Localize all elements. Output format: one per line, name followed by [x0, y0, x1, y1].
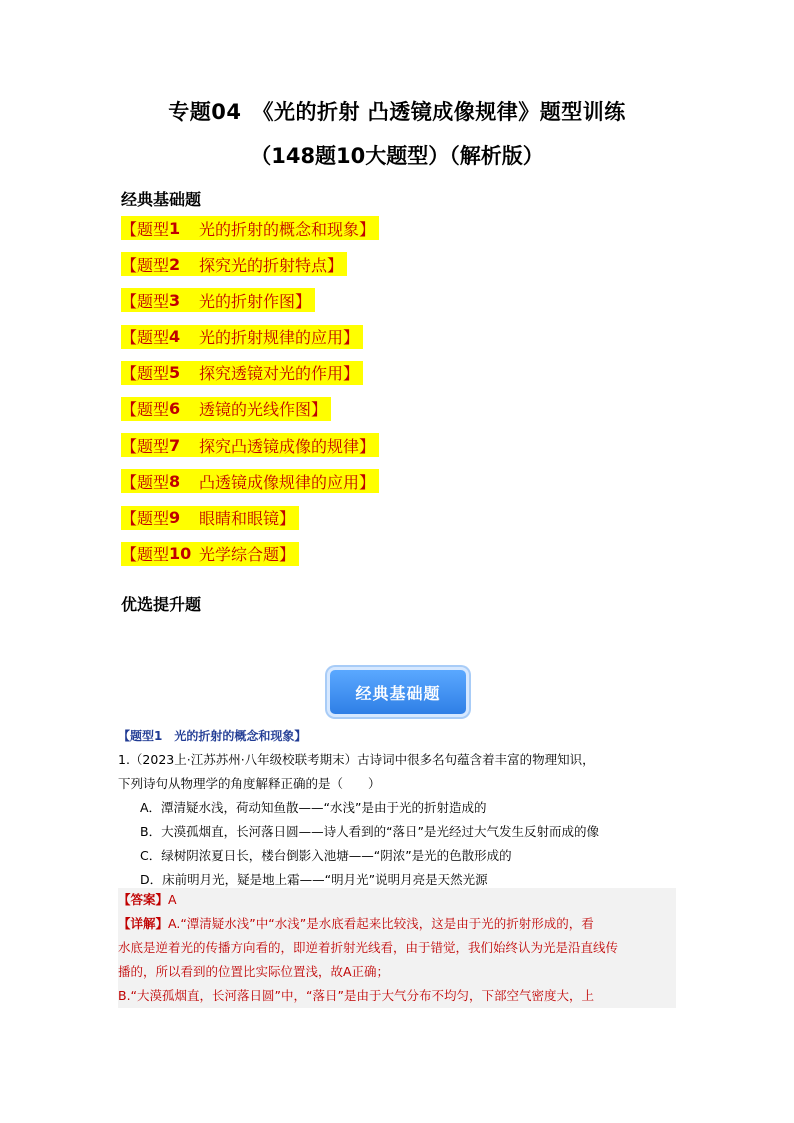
- banner-label: 经典基础题: [355, 683, 441, 703]
- toc-highlight: [121, 542, 299, 566]
- toc-bracket: 【题型: [121, 436, 170, 456]
- toc-number: 1: [169, 218, 181, 238]
- toc-number: 2: [169, 254, 181, 274]
- toc-title: 光学综合题】: [199, 545, 296, 565]
- toc-title: 眼睛和眼镜】: [199, 509, 296, 528]
- toc-title: 凸透镜成像规律的应用】: [199, 472, 376, 492]
- toc-number: 10: [169, 544, 192, 564]
- section-banner: [330, 670, 466, 714]
- detail-line-2: 水底是逆着光的传播方向看的，即逆着折射光线看，由于错觉，我们始终认为光是沿直线传: [118, 940, 619, 955]
- toc-title: 光的折射作图】: [199, 291, 312, 311]
- toc-number: 4: [169, 327, 181, 347]
- toc-bracket: 【题型: [121, 364, 170, 384]
- toc-title: 探究光的折射特点】: [199, 255, 344, 275]
- toc-item-1[interactable]: [121, 216, 379, 240]
- toc-number: 8: [169, 471, 181, 491]
- toc-item-6[interactable]: [121, 397, 379, 421]
- toc-item-4[interactable]: [121, 325, 379, 349]
- toc-highlight: [121, 469, 379, 493]
- detail-line-3: 播的，所以看到的位置比实际位置浅，故A正确；: [118, 964, 390, 979]
- toc-item-7[interactable]: [121, 433, 379, 457]
- toc-number: 7: [169, 435, 181, 455]
- option-c: C．绿树阴浓夏日长，楼台倒影入池塘——“阴浓”是光的色散形成的: [140, 848, 512, 863]
- toc-number: 9: [169, 508, 181, 527]
- toc-item-2[interactable]: [121, 252, 379, 276]
- question-stem-line-1: 1.（2023上·江苏苏州·八年级校联考期末）古诗词中很多名句蕴含着丰富的物理知识，: [118, 752, 595, 767]
- detail-text: A.“潭清疑水浅”中“水浅”是水底看起来比较浅，这是由于光的折射形成的，看: [168, 916, 594, 931]
- toc-highlight: [121, 433, 379, 457]
- toc-title: 光的折射规律的应用】: [199, 328, 360, 348]
- document-subtitle: （148题10大题型）（解析版）: [250, 144, 544, 168]
- question-block: [118, 748, 678, 892]
- toc-highlight: [121, 288, 315, 312]
- toc-highlight: [121, 361, 363, 385]
- toc-item-3[interactable]: [121, 288, 379, 312]
- toc-bracket: 【题型: [121, 509, 170, 528]
- option-b: B．大漠孤烟直，长河落日圆——诗人看到的“落日”是光经过大气发生反射而成的像: [140, 824, 600, 839]
- toc-item-5[interactable]: [121, 361, 379, 385]
- toc-number: 3: [169, 290, 181, 310]
- toc-number: 6: [169, 399, 181, 419]
- answer-label: 【答案】: [118, 892, 169, 907]
- toc-bracket: 【题型: [121, 255, 170, 275]
- toc-item-10[interactable]: [121, 542, 379, 566]
- toc-title: 透镜的光线作图】: [199, 400, 328, 420]
- toc-bracket: 【题型: [121, 328, 170, 348]
- option-d: D．床前明月光，疑是地上霜——“明月光”说明月亮是天然光源: [140, 872, 488, 887]
- toc-number: 5: [169, 363, 181, 383]
- toc-highlight: [121, 216, 379, 240]
- table-of-contents: [121, 216, 379, 578]
- toc-item-8[interactable]: [121, 469, 379, 493]
- question-stem-line-2: 下列诗句从物理学的角度解释正确的是（ ）: [118, 776, 381, 791]
- toc-bracket: 【题型: [121, 545, 170, 565]
- detail-label: 【详解】: [118, 916, 169, 931]
- toc-highlight: [121, 325, 363, 349]
- question-type-header: 【题型1 光的折射的概念和现象】: [118, 729, 307, 743]
- option-a: A．潭清疑水浅，荷动知鱼散——“水浅”是由于光的折射造成的: [140, 800, 487, 815]
- toc-bracket: 【题型: [121, 219, 170, 239]
- toc-title: 探究透镜对光的作用】: [199, 364, 360, 384]
- section-heading-advanced: 优选提升题: [121, 595, 202, 614]
- document-title: 专题04 《光的折射 凸透镜成像规律》题型训练: [168, 100, 626, 124]
- answer-line: [118, 888, 676, 912]
- section-heading-basic: 经典基础题: [121, 190, 202, 209]
- toc-highlight: [121, 506, 299, 530]
- detail-line-4: B.“大漠孤烟直，长河落日圆”中，“落日”是由于大气分布不均匀，下部空气密度大，上: [118, 988, 594, 1003]
- toc-title: 探究凸透镜成像的规律】: [199, 436, 376, 456]
- toc-bracket: 【题型: [121, 472, 170, 492]
- detail-line-1: [118, 912, 676, 936]
- toc-highlight: [121, 252, 347, 276]
- toc-title: 光的折射的概念和现象】: [199, 219, 376, 239]
- answer-block: [118, 888, 676, 1008]
- toc-highlight: [121, 397, 331, 421]
- toc-bracket: 【题型: [121, 400, 170, 420]
- toc-bracket: 【题型: [121, 291, 170, 311]
- toc-item-9[interactable]: [121, 506, 379, 530]
- answer-value: A: [168, 892, 177, 907]
